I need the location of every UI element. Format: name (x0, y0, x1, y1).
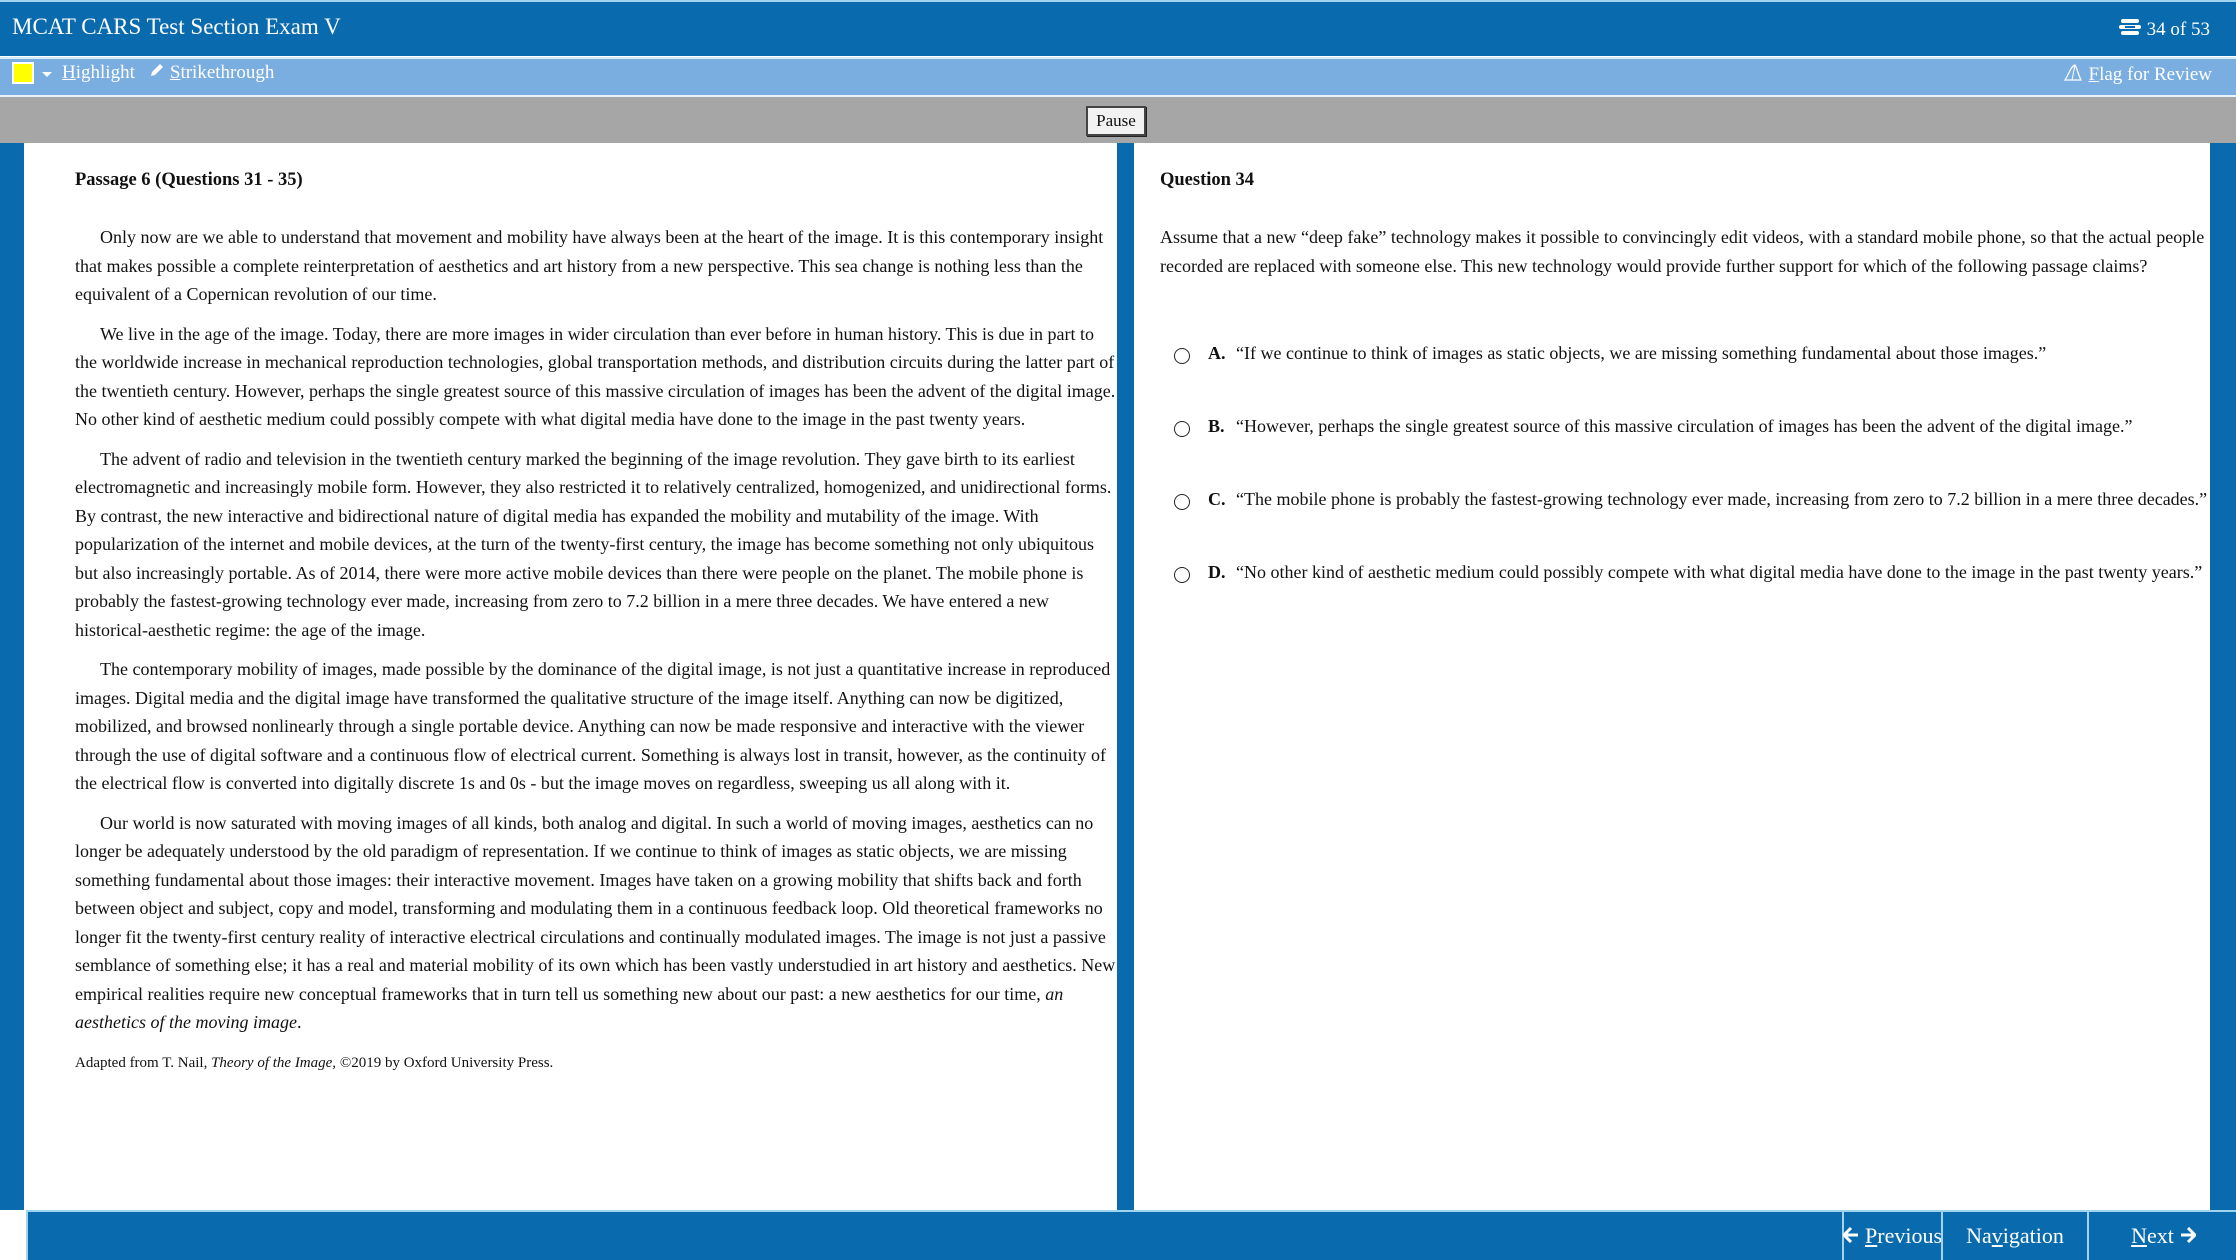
right-frame-border (2210, 143, 2236, 1210)
passage-source: Adapted from T. Nail, Theory of the Image, ©2019 by Oxford University Press. (75, 1054, 554, 1071)
previous-button[interactable]: Previous (1842, 1212, 1941, 1260)
question-panel (1134, 143, 2210, 1210)
passage-heading: Passage 6 (Questions 31 - 35) (75, 170, 303, 190)
passage-paragraph: Our world is now saturated with moving images of all kinds, both analog and digital. In such a world of moving images, aesthetics can no longer be adequately understood by the old paradigm of representation. If we continue to think of images as static objects, we are missing something fundamental about those images: their interactive movement. Images have taken on a growing mobility that shifts back and forth between object and subject, copy and model, transforming and modulating them in a continuous feedback loop. Old theoretical frameworks no longer fit the twenty-first century reality of interactive electrical circulations and continually modulated images. The image is not just a passive semblance of something else; it has a real and material mobility of its own which has been vastly understudied in art history and aesthetics. New empirical realities require new conceptual frameworks that in turn tell us something new about our past: a new aesthetics for our time, an aesthetics of the moving image. (75, 812, 1116, 1032)
title-bar (0, 0, 2236, 56)
toolbar (0, 57, 2236, 97)
arrow-right-icon (2180, 1223, 2196, 1249)
passage-paragraph: We live in the age of the image. Today, there are more images in wider circulation than ever before in human history. This is due in part to the worldwide increase in mechanical reproduction technologies, global transportation methods, and distribution circuits during the latter part of the twentieth century. However, perhaps the single greatest source of this massive circulation of images has been the advent of the digital image. No other kind of aesthetic medium could possibly compete with what digital media have done to the image in the past twenty years. (75, 323, 1116, 429)
flag-icon (2063, 62, 2083, 88)
question-list-icon (2119, 19, 2141, 41)
radio-button[interactable] (1174, 567, 1190, 583)
passage-body (75, 223, 1120, 1077)
chevron-down-icon[interactable] (42, 72, 52, 77)
question-counter-text: 34 of 53 (2146, 19, 2210, 40)
passage-paragraph: The advent of radio and television in the twentieth century marked the beginning of the image revolution. They gave birth to its earliest electromagnetic and increasingly mobile form. However, they also restricted it to relatively centralized, homogenized, and unidirectional forms. By contrast, the new interactive and bidirectional nature of digital media has expanded the mobility and mutability of the image. With popularization of the internet and mobile devices, at the turn of the twenty-first century, the image has become something not only ubiquitous but also increasingly portable. As of 2014, there were more active mobile devices than there were people on the planet. The mobile phone is probably the fastest-growing technology ever made, increasing from zero to 7.2 billion in a mere three decades. We have entered a new historical-aesthetic regime: the age of the image. (75, 448, 1112, 640)
highlight-color-swatch[interactable] (12, 62, 34, 84)
pencil-icon (149, 62, 165, 84)
passage-panel (24, 143, 1117, 1210)
answer-choice-b[interactable]: B. “However, perhaps the single greatest source of this massive circulation of images has been the advent of the digital image.” (1160, 412, 2210, 441)
strikethrough-button[interactable]: Strikethrough (149, 62, 275, 84)
question-stem: Assume that a new “deep fake” technology makes it possible to convincingly edit videos, with a standard mobile phone, so that the actual people recorded are replaced with someone else. This new technology would provide further support for which of the following passage claims? (1160, 227, 2205, 276)
next-button[interactable]: Next (2087, 1212, 2236, 1260)
radio-button[interactable] (1174, 421, 1190, 437)
arrow-left-icon (1843, 1223, 1859, 1249)
answer-choice-c[interactable]: C. “The mobile phone is probably the fastest-growing technology ever made, increasing from zero to 7.2 billion in a mere three decades.” (1160, 485, 2210, 514)
answer-choice-d[interactable]: D. “No other kind of aesthetic medium could possibly compete with what digital media have done to the image in the past twenty years.” (1160, 558, 2210, 587)
flag-for-review-button[interactable]: Flag for Review (2063, 62, 2212, 88)
question-heading: Question 34 (1160, 170, 1255, 190)
highlight-button[interactable]: Highlight (62, 62, 135, 83)
radio-button[interactable] (1174, 348, 1190, 364)
left-frame-border (0, 143, 24, 1210)
question-counter (2119, 19, 2210, 41)
footer-bar (26, 1210, 2236, 1260)
passage-paragraph: The contemporary mobility of images, made possible by the dominance of the digital image, is not just a quantitative increase in reproduced images. Digital media and the digital image have transformed the qualitative structure of the image itself. Anything can now be digitized, mobilized, and browsed nonlinearly through a single portable device. Anything can now be made responsive and interactive with the viewer through the use of digital software and a continuous flow of electrical current. Something is always lost in transit, however, as the continuity of the electrical flow is converted into digitally discrete 1s and 0s - but the image moves on regardless, sweeping us all along with it. (75, 659, 1111, 793)
passage-paragraph: Only now are we able to understand that movement and mobility have always been at the heart of the image. It is this contemporary insight that makes possible a complete reinterpretation of aesthetics and art history from a new perspective. This sea change is nothing less than the equivalent of a Copernican revolution of our time. (75, 227, 1104, 304)
radio-button[interactable] (1174, 494, 1190, 510)
answer-choice-a[interactable]: A. “If we continue to think of images as static objects, we are missing something fundamental about those images.” (1160, 339, 2210, 368)
exam-title: MCAT CARS Test Section Exam V (12, 14, 341, 39)
pause-button[interactable]: Pause (1086, 106, 1146, 136)
navigation-button[interactable]: Navigation (1941, 1212, 2087, 1260)
